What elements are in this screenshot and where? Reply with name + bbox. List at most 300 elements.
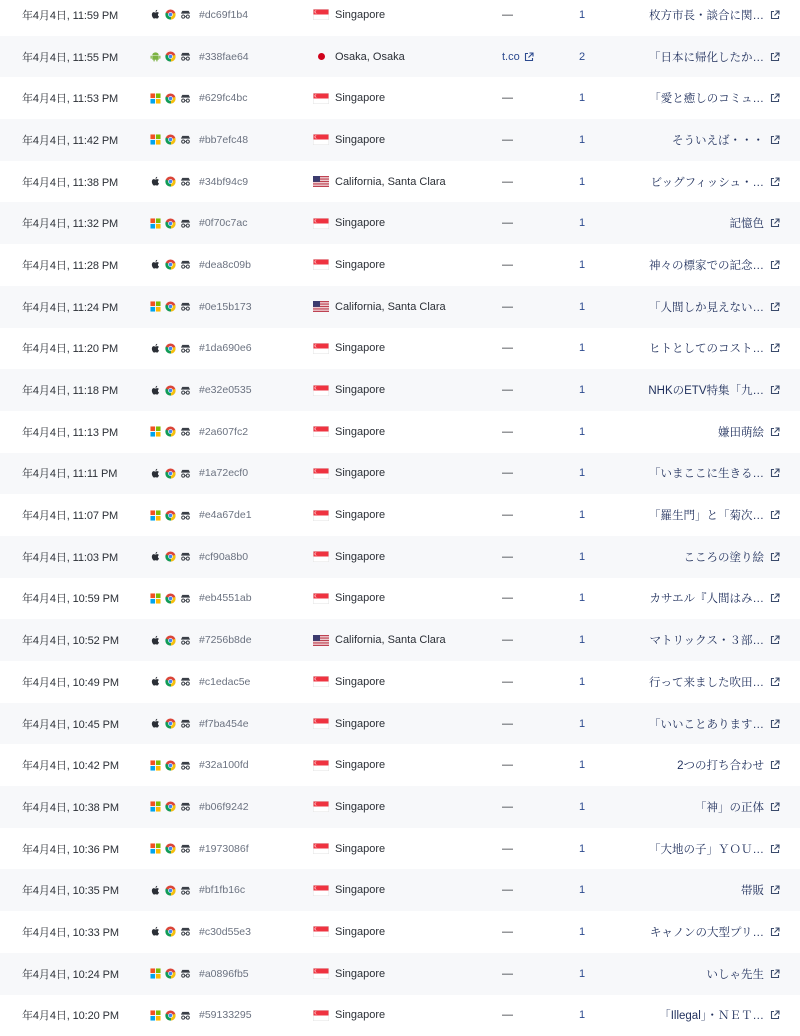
external-link-icon[interactable] xyxy=(770,552,780,562)
page-title-link[interactable] xyxy=(610,995,780,1036)
us-flag-icon xyxy=(313,301,329,312)
apple-icon xyxy=(150,885,161,896)
windows-icon xyxy=(150,218,161,229)
referrer: — xyxy=(502,995,562,1036)
referrer: — xyxy=(502,77,562,119)
page-title-link[interactable] xyxy=(610,953,780,995)
page-view-count: 1 xyxy=(562,328,602,370)
page-title-link[interactable] xyxy=(610,161,780,203)
page-title-link[interactable] xyxy=(610,453,780,495)
location-label: Singapore xyxy=(335,426,385,438)
page-title-text: 「神」の正体 xyxy=(695,799,764,815)
location xyxy=(313,411,503,453)
table-row xyxy=(0,244,800,286)
apple-icon xyxy=(150,551,161,562)
page-title-text: 「大地の子」ＹＯＵ… xyxy=(649,841,764,857)
visit-time: 年4月4日, 10:52 PM xyxy=(22,619,147,661)
external-link-icon[interactable] xyxy=(770,343,780,353)
windows-icon xyxy=(150,801,161,812)
visitor-id[interactable]: #7256b8de xyxy=(199,619,304,661)
referrer: — xyxy=(502,869,562,911)
chrome-icon xyxy=(165,801,176,812)
location xyxy=(313,619,503,661)
windows-icon xyxy=(150,843,161,854)
external-link-icon[interactable] xyxy=(770,927,780,937)
external-link-icon[interactable] xyxy=(770,844,780,854)
visitor-id[interactable]: #e32e0535 xyxy=(199,369,304,411)
location xyxy=(313,119,503,161)
chrome-icon xyxy=(165,51,176,62)
page-title-text: いしゃ先生 xyxy=(707,966,765,982)
location-label: Singapore xyxy=(335,926,385,938)
page-title-text: 「人間しか見えない… xyxy=(649,299,764,315)
page-title-text: マトリックス・３部… xyxy=(650,632,764,648)
external-link-icon[interactable] xyxy=(770,719,780,729)
page-view-count: 1 xyxy=(562,578,602,620)
page-view-count: 1 xyxy=(562,995,602,1036)
external-link-icon[interactable] xyxy=(770,427,780,437)
table-row xyxy=(0,536,800,578)
external-link-icon[interactable] xyxy=(770,802,780,812)
windows-icon xyxy=(150,760,161,771)
incognito-icon xyxy=(180,134,191,145)
location-label: California, Santa Clara xyxy=(335,634,446,646)
singapore-flag-icon xyxy=(313,1010,329,1021)
singapore-flag-icon xyxy=(313,510,329,521)
location-label: Singapore xyxy=(335,551,385,563)
chrome-icon xyxy=(165,301,176,312)
singapore-flag-icon xyxy=(313,385,329,396)
page-title-text: 「日本に帰化したか… xyxy=(649,49,764,65)
location-label: Singapore xyxy=(335,259,385,271)
singapore-flag-icon xyxy=(313,718,329,729)
page-view-count: 1 xyxy=(562,411,602,453)
page-title-link[interactable] xyxy=(610,202,780,244)
referrer: — xyxy=(502,453,562,495)
incognito-icon xyxy=(180,801,191,812)
japan-flag-icon xyxy=(313,51,329,62)
table-row xyxy=(0,661,800,703)
visitor-id[interactable]: #1a72ecf0 xyxy=(199,453,304,495)
location-label: Singapore xyxy=(335,1009,385,1021)
referrer: — xyxy=(502,828,562,870)
external-link-icon[interactable] xyxy=(770,760,780,770)
referrer: — xyxy=(502,786,562,828)
device-icons xyxy=(150,369,200,411)
page-title-link[interactable] xyxy=(610,286,780,328)
page-view-count: 2 xyxy=(562,36,602,78)
location-label: Singapore xyxy=(335,843,385,855)
external-link-icon[interactable] xyxy=(770,93,780,103)
location-label: Singapore xyxy=(335,342,385,354)
device-icons xyxy=(150,119,200,161)
location-label: Singapore xyxy=(335,592,385,604)
referrer: — xyxy=(502,911,562,953)
referrer: — xyxy=(502,661,562,703)
location xyxy=(313,0,503,36)
page-title-link[interactable] xyxy=(610,661,780,703)
chrome-icon xyxy=(165,343,176,354)
page-view-count: 1 xyxy=(562,286,602,328)
visit-time: 年4月4日, 10:45 PM xyxy=(22,703,147,745)
windows-icon xyxy=(150,510,161,521)
visit-time: 年4月4日, 11:55 PM xyxy=(22,36,147,78)
visitor-id[interactable]: #cf90a8b0 xyxy=(199,536,304,578)
us-flag-icon xyxy=(313,635,329,646)
page-title-link[interactable] xyxy=(610,328,780,370)
page-title-text: 「羅生門」と「菊次… xyxy=(649,507,764,523)
incognito-icon xyxy=(180,259,191,270)
page-title-text: カサエル『人間はみ… xyxy=(649,590,764,606)
apple-icon xyxy=(150,635,161,646)
external-link-icon[interactable] xyxy=(770,677,780,687)
table-row xyxy=(0,828,800,870)
visitor-id[interactable]: #59133295 xyxy=(199,995,304,1036)
chrome-icon xyxy=(165,968,176,979)
device-icons xyxy=(150,0,200,36)
incognito-icon xyxy=(180,718,191,729)
incognito-icon xyxy=(180,468,191,479)
page-view-count: 1 xyxy=(562,0,602,36)
device-icons xyxy=(150,453,200,495)
location xyxy=(313,244,503,286)
device-icons xyxy=(150,619,200,661)
singapore-flag-icon xyxy=(313,760,329,771)
external-link-icon[interactable] xyxy=(770,385,780,395)
page-title-text: 帯販 xyxy=(741,882,764,898)
device-icons xyxy=(150,536,200,578)
chrome-icon xyxy=(165,551,176,562)
page-view-count: 1 xyxy=(562,453,602,495)
external-link-icon[interactable] xyxy=(770,1010,780,1020)
visit-time: 年4月4日, 10:42 PM xyxy=(22,744,147,786)
visit-time: 年4月4日, 11:38 PM xyxy=(22,161,147,203)
windows-icon xyxy=(150,426,161,437)
table-row xyxy=(0,744,800,786)
device-icons xyxy=(150,828,200,870)
location xyxy=(313,328,503,370)
table-row xyxy=(0,77,800,119)
external-link-icon[interactable] xyxy=(770,635,780,645)
device-icons xyxy=(150,661,200,703)
page-title-link[interactable] xyxy=(610,411,780,453)
external-link-icon[interactable] xyxy=(770,52,780,62)
location-label: Osaka, Osaka xyxy=(335,51,405,63)
visitor-id[interactable]: #eb4551ab xyxy=(199,578,304,620)
visitor-id[interactable]: #0e15b173 xyxy=(199,286,304,328)
page-title-link[interactable] xyxy=(610,911,780,953)
visitor-id[interactable]: #1973086f xyxy=(199,828,304,870)
page-title-text: 嫌田萌絵 xyxy=(718,424,764,440)
incognito-icon xyxy=(180,968,191,979)
page-view-count: 1 xyxy=(562,786,602,828)
page-title-link[interactable] xyxy=(610,494,780,536)
external-link-icon[interactable] xyxy=(770,10,780,20)
windows-icon xyxy=(150,593,161,604)
table-row xyxy=(0,411,800,453)
referrer: — xyxy=(502,161,562,203)
location xyxy=(313,77,503,119)
page-view-count: 1 xyxy=(562,494,602,536)
chrome-icon xyxy=(165,385,176,396)
page-title-link[interactable] xyxy=(610,828,780,870)
visitor-id[interactable]: #c30d55e3 xyxy=(199,911,304,953)
apple-icon xyxy=(150,718,161,729)
incognito-icon xyxy=(180,218,191,229)
device-icons xyxy=(150,744,200,786)
visit-time: 年4月4日, 11:11 PM xyxy=(22,453,147,495)
page-view-count: 1 xyxy=(562,77,602,119)
chrome-icon xyxy=(165,9,176,20)
singapore-flag-icon xyxy=(313,426,329,437)
incognito-icon xyxy=(180,1010,191,1021)
windows-icon xyxy=(150,134,161,145)
table-row xyxy=(0,119,800,161)
table-row xyxy=(0,578,800,620)
location-label: California, Santa Clara xyxy=(335,176,446,188)
referrer xyxy=(502,36,562,78)
chrome-icon xyxy=(165,93,176,104)
table-row xyxy=(0,453,800,495)
page-title-link[interactable] xyxy=(610,244,780,286)
singapore-flag-icon xyxy=(313,968,329,979)
incognito-icon xyxy=(180,593,191,604)
chrome-icon xyxy=(165,218,176,229)
chrome-icon xyxy=(165,676,176,687)
singapore-flag-icon xyxy=(313,9,329,20)
location-label: Singapore xyxy=(335,467,385,479)
table-row xyxy=(0,202,800,244)
table-row xyxy=(0,328,800,370)
location-label: Singapore xyxy=(335,9,385,21)
referrer-label: t.co xyxy=(502,51,520,63)
windows-icon xyxy=(150,1010,161,1021)
external-link-icon[interactable] xyxy=(770,593,780,603)
location-label: California, Santa Clara xyxy=(335,301,446,313)
page-title-link[interactable] xyxy=(610,619,780,661)
location xyxy=(313,869,503,911)
singapore-flag-icon xyxy=(313,93,329,104)
chrome-icon xyxy=(165,426,176,437)
incognito-icon xyxy=(180,176,191,187)
visit-time: 年4月4日, 10:59 PM xyxy=(22,578,147,620)
visit-time: 年4月4日, 11:42 PM xyxy=(22,119,147,161)
android-icon xyxy=(150,51,161,62)
visitor-id[interactable]: #32a100fd xyxy=(199,744,304,786)
apple-icon xyxy=(150,468,161,479)
chrome-icon xyxy=(165,510,176,521)
visitor-id[interactable]: #1da690e6 xyxy=(199,328,304,370)
windows-icon xyxy=(150,968,161,979)
referrer: — xyxy=(502,494,562,536)
page-title-link[interactable] xyxy=(610,744,780,786)
referrer: — xyxy=(502,744,562,786)
page-title-text: 記憶色 xyxy=(730,215,765,231)
device-icons xyxy=(150,703,200,745)
incognito-icon xyxy=(180,760,191,771)
visit-time: 年4月4日, 10:33 PM xyxy=(22,911,147,953)
device-icons xyxy=(150,77,200,119)
incognito-icon xyxy=(180,510,191,521)
referrer: — xyxy=(502,369,562,411)
apple-icon xyxy=(150,343,161,354)
visit-time: 年4月4日, 11:18 PM xyxy=(22,369,147,411)
device-icons xyxy=(150,286,200,328)
chrome-icon xyxy=(165,926,176,937)
visitor-id[interactable]: #a0896fb5 xyxy=(199,953,304,995)
singapore-flag-icon xyxy=(313,676,329,687)
visitor-id[interactable]: #34bf94c9 xyxy=(199,161,304,203)
visitor-id[interactable]: #f7ba454e xyxy=(199,703,304,745)
external-link-icon[interactable] xyxy=(770,969,780,979)
incognito-icon xyxy=(180,343,191,354)
location xyxy=(313,578,503,620)
page-title-link[interactable] xyxy=(610,369,780,411)
table-row xyxy=(0,703,800,745)
device-icons xyxy=(150,202,200,244)
location xyxy=(313,953,503,995)
external-link-icon[interactable] xyxy=(770,260,780,270)
incognito-icon xyxy=(180,676,191,687)
page-view-count: 1 xyxy=(562,828,602,870)
referrer: — xyxy=(502,536,562,578)
table-row xyxy=(0,369,800,411)
singapore-flag-icon xyxy=(313,218,329,229)
location xyxy=(313,494,503,536)
page-view-count: 1 xyxy=(562,244,602,286)
device-icons xyxy=(150,161,200,203)
visitor-id[interactable]: #338fae64 xyxy=(199,36,304,78)
singapore-flag-icon xyxy=(313,801,329,812)
location-label: Singapore xyxy=(335,968,385,980)
device-icons xyxy=(150,953,200,995)
visitor-id[interactable]: #dc69f1b4 xyxy=(199,0,304,36)
location-label: Singapore xyxy=(335,134,385,146)
page-title-text: 行って来ました吹田… xyxy=(649,674,764,690)
visit-time: 年4月4日, 11:32 PM xyxy=(22,202,147,244)
visit-time: 年4月4日, 10:24 PM xyxy=(22,953,147,995)
incognito-icon xyxy=(180,385,191,396)
incognito-icon xyxy=(180,9,191,20)
singapore-flag-icon xyxy=(313,259,329,270)
page-view-count: 1 xyxy=(562,661,602,703)
external-link-icon[interactable] xyxy=(770,510,780,520)
location xyxy=(313,161,503,203)
visit-time: 年4月4日, 11:13 PM xyxy=(22,411,147,453)
device-icons xyxy=(150,786,200,828)
page-title-link[interactable] xyxy=(610,536,780,578)
referrer: — xyxy=(502,619,562,661)
page-title-link[interactable] xyxy=(610,703,780,745)
page-view-count: 1 xyxy=(562,619,602,661)
page-view-count: 1 xyxy=(562,869,602,911)
external-link-icon[interactable] xyxy=(770,885,780,895)
page-view-count: 1 xyxy=(562,202,602,244)
location-label: Singapore xyxy=(335,759,385,771)
device-icons xyxy=(150,578,200,620)
table-row xyxy=(0,869,800,911)
referrer: — xyxy=(502,953,562,995)
page-title-link[interactable] xyxy=(610,77,780,119)
page-title-link[interactable] xyxy=(610,786,780,828)
visitor-id[interactable]: #0f70c7ac xyxy=(199,202,304,244)
page-title-text: 「いまここに生きる… xyxy=(649,465,764,481)
page-title-link[interactable] xyxy=(610,578,780,620)
singapore-flag-icon xyxy=(313,468,329,479)
location-label: Singapore xyxy=(335,801,385,813)
visit-time: 年4月4日, 10:38 PM xyxy=(22,786,147,828)
device-icons xyxy=(150,911,200,953)
singapore-flag-icon xyxy=(313,926,329,937)
page-title-text: ビッグフィッシュ・… xyxy=(651,174,764,190)
chrome-icon xyxy=(165,885,176,896)
location xyxy=(313,828,503,870)
device-icons xyxy=(150,36,200,78)
page-title-link[interactable] xyxy=(610,36,780,78)
table-row xyxy=(0,286,800,328)
visitor-id[interactable]: #2a607fc2 xyxy=(199,411,304,453)
table-row xyxy=(0,494,800,536)
visitor-id[interactable]: #bb7efc48 xyxy=(199,119,304,161)
device-icons xyxy=(150,869,200,911)
visitor-id[interactable]: #629fc4bc xyxy=(199,77,304,119)
visitor-id[interactable]: #c1edac5e xyxy=(199,661,304,703)
visit-time: 年4月4日, 11:59 PM xyxy=(22,0,147,36)
referrer: — xyxy=(502,244,562,286)
referrer-link[interactable] xyxy=(502,51,534,63)
location xyxy=(313,202,503,244)
external-link-icon[interactable] xyxy=(770,218,780,228)
location xyxy=(313,786,503,828)
location xyxy=(313,286,503,328)
page-title-text: そういえば・・・ xyxy=(672,132,764,148)
apple-icon xyxy=(150,385,161,396)
page-title-text: こころの塗り絵 xyxy=(684,549,765,565)
visitor-id[interactable]: #dea8c09b xyxy=(199,244,304,286)
visitor-id[interactable]: #bf1fb16c xyxy=(199,869,304,911)
external-link-icon[interactable] xyxy=(770,302,780,312)
page-view-count: 1 xyxy=(562,953,602,995)
external-link-icon[interactable] xyxy=(770,177,780,187)
incognito-icon xyxy=(180,843,191,854)
page-title-link[interactable] xyxy=(610,119,780,161)
page-view-count: 1 xyxy=(562,119,602,161)
external-link-icon[interactable] xyxy=(770,468,780,478)
visitor-id[interactable]: #b06f9242 xyxy=(199,786,304,828)
table-row xyxy=(0,36,800,78)
page-title-link[interactable] xyxy=(610,0,780,36)
page-view-count: 1 xyxy=(562,744,602,786)
chrome-icon xyxy=(165,593,176,604)
referrer: — xyxy=(502,328,562,370)
visit-time: 年4月4日, 10:20 PM xyxy=(22,995,147,1036)
singapore-flag-icon xyxy=(313,593,329,604)
location-label: Singapore xyxy=(335,384,385,396)
page-title-text: 2つの打ち合わせ xyxy=(677,757,764,773)
page-title-link[interactable] xyxy=(610,869,780,911)
incognito-icon xyxy=(180,426,191,437)
visitor-id[interactable]: #e4a67de1 xyxy=(199,494,304,536)
external-link-icon[interactable] xyxy=(770,135,780,145)
referrer: — xyxy=(502,119,562,161)
chrome-icon xyxy=(165,760,176,771)
device-icons xyxy=(150,328,200,370)
referrer: — xyxy=(502,286,562,328)
visit-time: 年4月4日, 11:20 PM xyxy=(22,328,147,370)
visit-time: 年4月4日, 11:07 PM xyxy=(22,494,147,536)
referrer: — xyxy=(502,411,562,453)
external-link-icon[interactable] xyxy=(524,52,534,62)
